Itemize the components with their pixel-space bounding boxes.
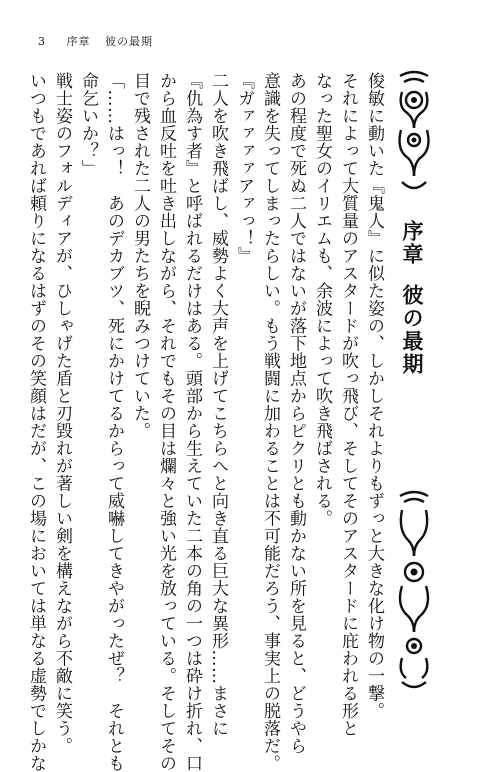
body-line-4: あの程度で死ぬ二人ではないが落下地点からピクリとも動かない所を見ると、どうやら — [286, 72, 306, 755]
body-line-14: いつもであれば頼りになるはずのその笑顔はだが、この場においては単なる虚勢でしかな — [26, 72, 46, 772]
ornament-top-icon — [396, 70, 432, 195]
ornament-bottom-icon — [396, 490, 432, 690]
running-header — [38, 33, 153, 49]
chapter-title-block — [393, 70, 435, 670]
body-line-1: 俊敏に動いた『鬼人』に似た姿の、しかしそれよりもずっと大きな化け物の一撃。 — [364, 72, 384, 720]
header-title: 彼の最期 — [105, 35, 153, 48]
page-number: 3 — [38, 35, 46, 48]
body-line-11: 「……はっ！ あのデカブツ、死にかけてるからって威嚇してきやがったぜ？ それとも — [104, 72, 124, 772]
body-line-13: 戦士姿のフォルディアが、ひしゃげた盾と刃毀れが著しい剣を構えながら不敵に笑う。 — [52, 72, 72, 755]
chapter-title — [397, 220, 427, 376]
body-line-3: なった聖女のイリエムも、余波によって吹き飛ばされる。 — [312, 72, 332, 527]
body-line-7: 二人を吹き飛ばし、威勢よく大声を上げてこちらへと向き直る巨大な異形……まさに — [208, 72, 228, 737]
chapter-title-name: 彼の最期 — [400, 284, 424, 376]
body-line-10: 目で残された二人の男たちを睨みつけていた。 — [130, 72, 150, 440]
body-line-6: 『ガァァァァアァっ！』 — [234, 72, 254, 265]
body-line-9: から血反吐を吐き出しながら、それでもその目は爛々と強い光を放っている。そしてその — [156, 72, 176, 772]
header-chapter: 序章 — [66, 35, 91, 48]
body-line-12: 命乞いか？」 — [78, 72, 98, 177]
body-line-5: 意識を失ってしまったらしい。もう戦闘に加わることは不可能だろう、事実上の脱落だ。 — [260, 72, 280, 772]
body-line-2: それによって大質量のアスタードが吹っ飛び、そしてそのアスタードに庇われる形と — [338, 72, 358, 737]
chapter-title-chapter: 序章 — [400, 220, 424, 266]
body-line-8: 『仇為す者』と呼ばれるだけはある。頭部から生えていた二本の角の一つは砕け折れ、口 — [182, 72, 202, 772]
